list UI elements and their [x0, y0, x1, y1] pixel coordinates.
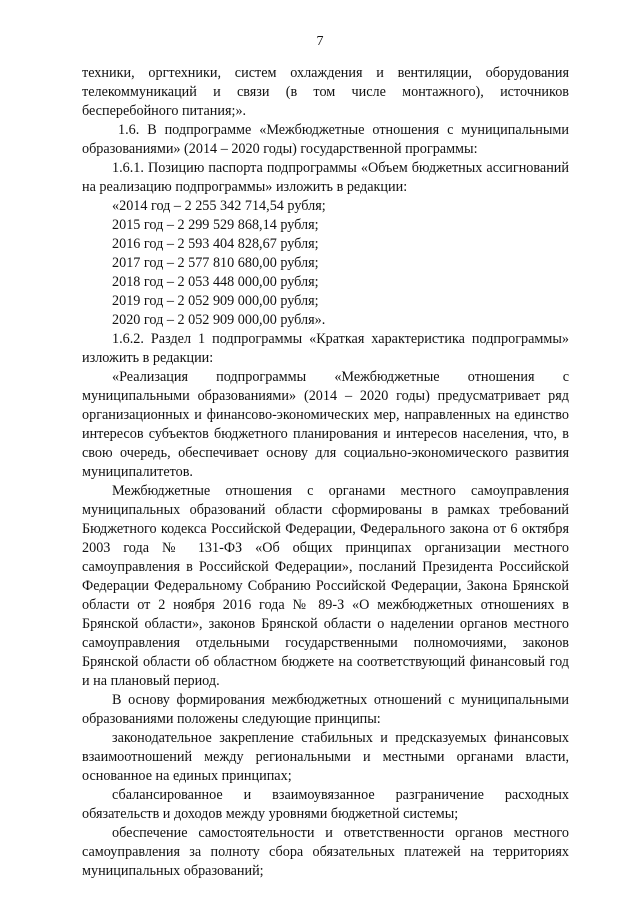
paragraph-1-6: 1.6. В подпрограмме «Межбюджетные отношения с муниципальными образованиями» (2014 – 2020 годы) государственной программы:: [82, 122, 569, 157]
budget-line-2019: 2019 год – 2 052 909 000,00 рубля;: [112, 293, 319, 309]
budget-line-2018: 2018 год – 2 053 448 000,00 рубля;: [112, 274, 319, 290]
paragraph-intergovernmental-relations: Межбюджетные отношения с органами местного самоуправления муниципальных образований области сформированы в рамках требований Бюджетного кодекса Российской Федерации, Федерального закона от 6 октября 2003 года № 131-ФЗ «Об общих принципах организации местного самоуправления в Российской Федерации», посланий Президента Российской Федерации Федеральному Собранию Российской Федерации, Закона Брянской области от 2 ноября 2016 года № 89-З «О межбюджетных отношениях в Брянской области», законов Брянской области о наделении органов местного самоуправления отдельными государственными полномочиями, законов Брянской области об областном бюджете на соответствующий финансовый год и на плановый период.: [82, 483, 569, 689]
paragraph-1-6-2: 1.6.2. Раздел 1 подпрограммы «Краткая характеристика подпрограммы» изложить в редакции:: [82, 331, 569, 366]
budget-list: [82, 197, 569, 330]
principle-balanced-distribution: сбалансированное и взаимоувязанное разграничение расходных обязательств и доходов между уровнями бюджетной системы;: [82, 787, 569, 822]
paragraph-continuation: техники, оргтехники, систем охлаждения и вентиляции, оборудования телекоммуникаций и связи (в том числе монтажного), источников бесперебойного питания;».: [82, 65, 569, 119]
paragraph-realization: «Реализация подпрограммы «Межбюджетные отношения с муниципальными образованиями» (2014 – 2020 годы) предусматривает ряд организационных и финансово-экономических мер, направленных на единство интересов субъектов бюджетного планирования и интересов населения, что, в свою очередь, обеспечивает основу для социально-экономического развития муниципалитетов.: [82, 369, 569, 480]
page-number: 7: [316, 34, 324, 49]
paragraph-1-6-1: 1.6.1. Позицию паспорта подпрограммы «Объем бюджетных ассигнований на реализацию подпрограммы» изложить в редакции:: [82, 160, 569, 195]
document-text: [82, 64, 569, 881]
paragraph-principles-intro: В основу формирования межбюджетных отношений с муниципальными образованиями положены следующие принципы:: [82, 692, 569, 727]
budget-line-2020: 2020 год – 2 052 909 000,00 рубля».: [112, 312, 326, 328]
principle-stable-relations: законодательное закрепление стабильных и предсказуемых финансовых взаимоотношений между региональными и местными органами власти, основанное на единых принципах;: [82, 730, 569, 784]
budget-line-2015: 2015 год – 2 299 529 868,14 рубля;: [112, 217, 319, 233]
budget-line-2014: «2014 год – 2 255 342 714,54 рубля;: [112, 198, 326, 214]
budget-line-2016: 2016 год – 2 593 404 828,67 рубля;: [112, 236, 319, 252]
budget-line-2017: 2017 год – 2 577 810 680,00 рубля;: [112, 255, 319, 271]
principle-independence-responsibility: обеспечение самостоятельности и ответственности органов местного самоуправления за полноту сбора обязательных платежей на территориях муниципальных образований;: [82, 825, 569, 879]
